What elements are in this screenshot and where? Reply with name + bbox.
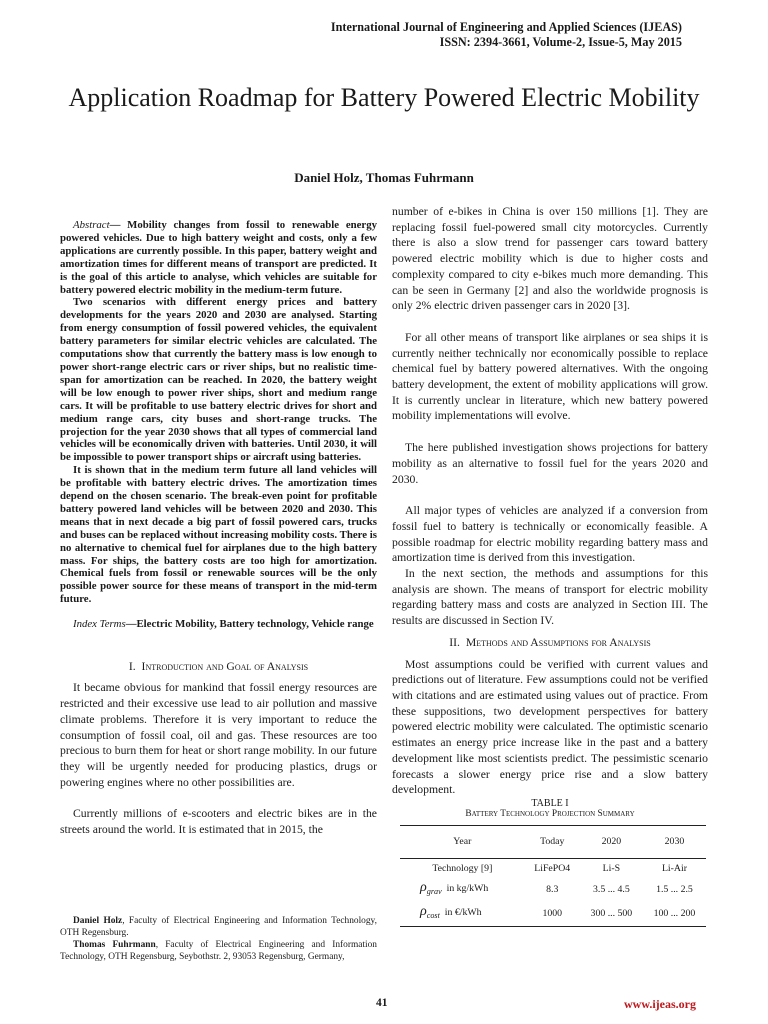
page-number: 41 bbox=[376, 997, 388, 1009]
battery-projection-table bbox=[400, 825, 706, 927]
journal-name: International Journal of Engineering and Applied Sciences (IJEAS) bbox=[330, 20, 682, 34]
right-column bbox=[392, 204, 708, 927]
table-header-cell: Today bbox=[540, 835, 565, 847]
intro-paragraph-2: Currently millions of e-scooters and electric bikes are in the streets around the world. It is estimated that in 2015, the bbox=[60, 807, 377, 837]
rho-symbol: ρ bbox=[420, 880, 427, 896]
journal-website-link[interactable]: www.ijeas.org bbox=[624, 997, 696, 1011]
table-header-cell: 2030 bbox=[664, 835, 685, 847]
cost-subscript: cost bbox=[426, 910, 440, 920]
section-1-number: I. bbox=[128, 659, 136, 673]
abstract-p2: Two scenarios with different energy prices and battery developments for the years 2020 and 2030 are analysed. Starting from energy consumption of fossil powered vehicles, the equivalent battery parameters for similar electric vehicles are calculated. The computations show that currently the battery mass is low enough to power short-range electric cars or river ships, but no realistic time-span for amortization can be reached. In 2020, the battery weight will be low enough to power river ships, short and medium range cars. It will be profitable to use battery electric drives for short and medium range cars, city buses and short-range trucks. The projection for the year 2030 shows that all types of commercial land vehicles will be economically driven with batteries. Until 2030, it will be impossible to power transport ships or aircraft using batteries. bbox=[60, 296, 377, 464]
right-paragraph-2: For all other means of transport like airplanes or sea ships it is currently neither technically nor economically possible to replace chemical fuel by battery powered alternatives. With the ongoing battery development, the extent of mobility applications will grow. It is currently unclear in literature, which new battery powered mobility implementations will evolve. bbox=[392, 330, 708, 423]
index-terms-label: Index Terms bbox=[73, 618, 126, 631]
right-paragraph-3: The here published investigation shows projections for battery mobility as an alternative to fossil fuel for the years 2020 and 2030. bbox=[392, 441, 708, 486]
index-terms-text: —Electric Mobility, Battery technology, Vehicle range bbox=[125, 618, 374, 631]
journal-issn: ISSN: 2394-3661, Volume-2, Issue-5, May 2015 bbox=[439, 35, 682, 49]
section-2-title: Methods and Assumptions for Analysis bbox=[465, 635, 651, 649]
table-row bbox=[400, 902, 706, 926]
footnote-author-2: Thomas Fuhrmann bbox=[73, 940, 156, 950]
left-column bbox=[60, 219, 377, 838]
table-cell: 8.3 bbox=[546, 884, 559, 896]
table-cell: 100 ... 200 bbox=[653, 907, 696, 919]
table-row bbox=[400, 858, 706, 878]
table-cell: Li-Air bbox=[661, 862, 687, 874]
grav-subscript: grav bbox=[426, 887, 442, 897]
table-cell: LiFePO4 bbox=[534, 862, 571, 874]
table-row-label bbox=[400, 878, 525, 902]
footnote-affiliation-2: , Faculty of Electrical Engineering and Information Technology, OTH Regensburg, Seybothstr. 2, 93053 Regensburg, Germany, bbox=[60, 940, 377, 962]
right-paragraph-4: All major types of vehicles are analyzed if a conversion from fossil fuel to battery is technically or economically feasible. A possible roadmap for electric mobility regarding battery mass and amortization time is derived from this investigation. bbox=[392, 504, 708, 565]
cost-unit: in €/kWh bbox=[444, 906, 482, 918]
abstract-dash: — bbox=[109, 219, 128, 231]
methods-paragraph-1: Most assumptions could be verified with current values and predictions out of literature. Few assumptions could not be verified with citations and are estimated using values out of practice. From these suppositions, two development perspectives for battery powered electric mobility were calculated. The optimistic scenario estimates an energy price increase like in the past and a battery development like most scientists predict. The pessimistic scenario forecasts a slower energy price rise and a slow battery development. bbox=[392, 657, 708, 797]
rho-symbol: ρ bbox=[420, 903, 427, 919]
table-cell: 300 ... 500 bbox=[590, 907, 633, 919]
section-heading-2 bbox=[392, 635, 708, 651]
table-cell: 1.5 ... 2.5 bbox=[656, 884, 693, 896]
footnote-affiliation-1: , Faculty of Electrical Engineering and Information Technology, OTH Regensburg. bbox=[60, 916, 377, 938]
grav-unit: in kg/kWh bbox=[446, 883, 489, 895]
table-cell: 1000 bbox=[542, 907, 563, 919]
table-cell: 3.5 ... 4.5 bbox=[593, 884, 630, 896]
abstract bbox=[60, 219, 377, 606]
index-terms bbox=[60, 618, 377, 632]
section-heading-1 bbox=[60, 659, 377, 675]
table-row bbox=[400, 878, 706, 902]
right-paragraph-5: In the next section, the methods and assumptions for this analysis are shown. The means of transport for electric mobility regarding battery mass and costs are analyzed in Section III. The results are discussed in Section IV. bbox=[392, 567, 708, 628]
table-number: TABLE I bbox=[531, 797, 569, 809]
footnote-author-1: Daniel Holz bbox=[73, 916, 123, 926]
table-cell: Technology [9] bbox=[432, 862, 493, 874]
author-footnote bbox=[60, 915, 377, 963]
right-paragraph-1: number of e-bikes in China is over 150 millions [1]. They are replacing fossil fuel-powered small city motorcycles. Currently there is also a slow trend for passenger cars toward battery powered electric mobility which is due to higher costs and complexity compared to city e-bikes much more demanding. This can be seen in Germany [2] and also the worldwide prognosis is only 2% electric driven passenger cars in 2020 [3]. bbox=[392, 205, 708, 313]
journal-header bbox=[331, 20, 682, 50]
table-cell: Li-S bbox=[602, 862, 621, 874]
paper-authors: Daniel Holz, Thomas Fuhrmann bbox=[294, 170, 474, 185]
table-row-label bbox=[400, 902, 525, 926]
table-header-cell: 2020 bbox=[601, 835, 622, 847]
table-header-cell: Year bbox=[453, 835, 472, 847]
section-1-title: Introduction and Goal of Analysis bbox=[141, 659, 309, 673]
abstract-p3: It is shown that in the medium term future all land vehicles will be profitable with battery electric drives. The amortization times depend on the chosen scenario. The break-even point for profitable battery powered land vehicles will be between 2020 and 2030. This means that in next decade a big part of fossil powered cars, trucks and buses can be replaced without increasing mobility costs. There is no alternative to chemical fuel for airplanes due to the high battery mass. For ships, the battery costs are too high for amortization. Chemical fuels from fossil or renewable sources will be the only possible power source for these means of transport in the mid-term future. bbox=[60, 464, 377, 606]
abstract-p1: Mobility changes from fossil to renewable energy powered vehicles. Due to high battery weight and costs, only a few applications are currently possible. In this paper, battery weight and amortization times for different means of transport are predicted. It is the goal of this article to analyse, which vehicles are suitable for battery powered electric mobility in the medium-term future. bbox=[60, 219, 377, 296]
paper-title: Application Roadmap for Battery Powered Electric Mobility bbox=[68, 83, 700, 112]
section-2-number: II. bbox=[449, 635, 460, 649]
table-caption: Battery Technology Projection Summary bbox=[465, 808, 635, 819]
table-header-row bbox=[400, 825, 706, 858]
abstract-label: Abstract bbox=[73, 219, 110, 231]
intro-paragraph-1: It became obvious for mankind that fossil energy resources are restricted and their excessive use lead to air pollution and massive climate problems. Therefore it is very important to reduce the consumption of fossil coal, oil and gas. These resources are too precious to burn them for heat or short range mobility. In our future they will be urgently needed for producing plastics, drugs or powering engines where no other possibilities are. bbox=[60, 681, 377, 789]
